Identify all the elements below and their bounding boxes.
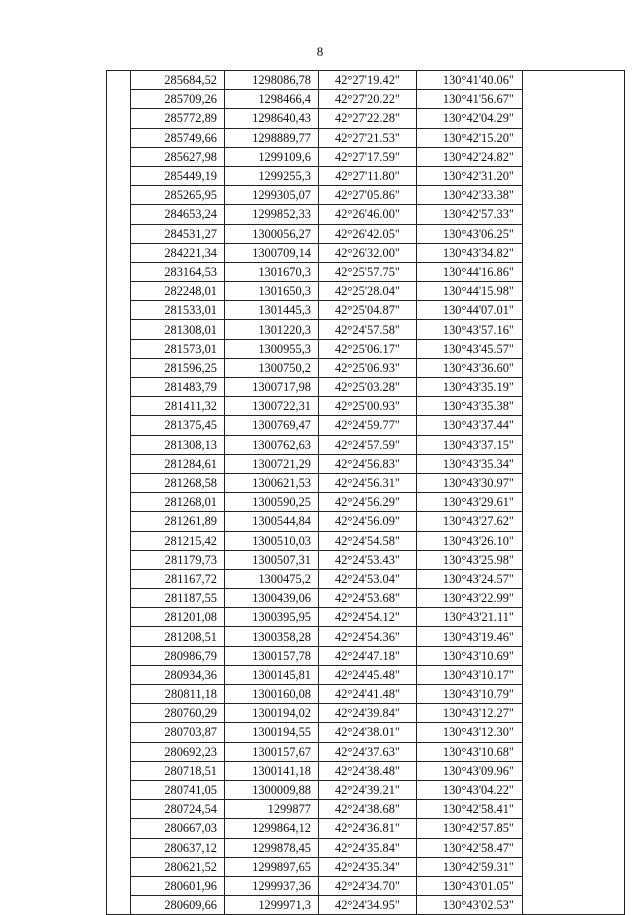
x-coordinate-cell: 280621,52	[131, 857, 225, 876]
y-coordinate-cell: 1301670,3	[225, 262, 319, 281]
longitude-cell: 130°43'06.25"	[417, 224, 523, 243]
y-coordinate-cell: 1298466,4	[225, 90, 319, 109]
x-coordinate-cell: 281533,01	[131, 301, 225, 320]
longitude-cell: 130°43'09.96"	[417, 761, 523, 780]
y-coordinate-cell: 1299937,36	[225, 876, 319, 895]
x-coordinate-cell: 281284,61	[131, 454, 225, 473]
longitude-cell: 130°42'57.33"	[417, 205, 523, 224]
latitude-cell: 42°26'32.00"	[319, 243, 417, 262]
y-coordinate-cell: 1300358,28	[225, 627, 319, 646]
x-coordinate-cell: 280692,23	[131, 742, 225, 761]
longitude-cell: 130°42'59.31"	[417, 857, 523, 876]
y-coordinate-cell: 1300009,88	[225, 780, 319, 799]
longitude-cell: 130°43'10.68"	[417, 742, 523, 761]
latitude-cell: 42°25'00.93"	[319, 397, 417, 416]
latitude-cell: 42°27'17.59"	[319, 147, 417, 166]
y-coordinate-cell: 1298889,77	[225, 128, 319, 147]
latitude-cell: 42°27'21.53"	[319, 128, 417, 147]
y-coordinate-cell: 1300194,02	[225, 704, 319, 723]
latitude-cell: 42°24'38.48"	[319, 761, 417, 780]
page-number: 8	[316, 44, 324, 59]
latitude-cell: 42°27'05.86"	[319, 186, 417, 205]
longitude-cell: 130°43'27.62"	[417, 512, 523, 531]
longitude-cell: 130°43'10.69"	[417, 646, 523, 665]
latitude-cell: 42°24'38.68"	[319, 800, 417, 819]
longitude-cell: 130°41'56.67"	[417, 90, 523, 109]
y-coordinate-cell: 1300160,08	[225, 685, 319, 704]
x-coordinate-cell: 280637,12	[131, 838, 225, 857]
longitude-cell: 130°42'04.29"	[417, 109, 523, 128]
longitude-cell: 130°43'24.57"	[417, 569, 523, 588]
y-coordinate-cell: 1299852,33	[225, 205, 319, 224]
x-coordinate-cell: 285772,89	[131, 109, 225, 128]
latitude-cell: 42°27'20.22"	[319, 90, 417, 109]
latitude-cell: 42°25'04.87"	[319, 301, 417, 320]
longitude-cell: 130°43'10.17"	[417, 665, 523, 684]
longitude-cell: 130°43'29.61"	[417, 493, 523, 512]
latitude-cell: 42°24'35.84"	[319, 838, 417, 857]
latitude-cell: 42°25'06.93"	[319, 358, 417, 377]
y-coordinate-cell: 1299878,45	[225, 838, 319, 857]
longitude-cell: 130°42'33.38"	[417, 186, 523, 205]
merged-blank-cell-left	[107, 71, 131, 915]
y-coordinate-cell: 1300056,27	[225, 224, 319, 243]
latitude-cell: 42°24'37.63"	[319, 742, 417, 761]
x-coordinate-cell: 280811,18	[131, 685, 225, 704]
longitude-cell: 130°42'58.41"	[417, 800, 523, 819]
x-coordinate-cell: 281268,58	[131, 473, 225, 492]
latitude-cell: 42°24'39.84"	[319, 704, 417, 723]
x-coordinate-cell: 281573,01	[131, 339, 225, 358]
y-coordinate-cell: 1298086,78	[225, 71, 319, 90]
latitude-cell: 42°24'38.01"	[319, 723, 417, 742]
y-coordinate-cell: 1299864,12	[225, 819, 319, 838]
latitude-cell: 42°24'34.95"	[319, 896, 417, 915]
y-coordinate-cell: 1300439,06	[225, 589, 319, 608]
longitude-cell: 130°42'58.47"	[417, 838, 523, 857]
longitude-cell: 130°43'35.38"	[417, 397, 523, 416]
longitude-cell: 130°42'24.82"	[417, 147, 523, 166]
y-coordinate-cell: 1299971,3	[225, 896, 319, 915]
longitude-cell: 130°43'26.10"	[417, 531, 523, 550]
merged-blank-cell-right	[523, 71, 625, 915]
latitude-cell: 42°24'54.58"	[319, 531, 417, 550]
x-coordinate-cell: 284653,24	[131, 205, 225, 224]
latitude-cell: 42°27'11.80"	[319, 166, 417, 185]
longitude-cell: 130°44'16.86"	[417, 262, 523, 281]
y-coordinate-cell: 1300762,63	[225, 435, 319, 454]
x-coordinate-cell: 285684,52	[131, 71, 225, 90]
longitude-cell: 130°42'15.20"	[417, 128, 523, 147]
x-coordinate-cell: 280986,79	[131, 646, 225, 665]
y-coordinate-cell: 1300621,53	[225, 473, 319, 492]
longitude-cell: 130°43'36.60"	[417, 358, 523, 377]
x-coordinate-cell: 281261,89	[131, 512, 225, 531]
coordinates-table	[106, 70, 625, 915]
latitude-cell: 42°26'42.05"	[319, 224, 417, 243]
y-coordinate-cell: 1298640,43	[225, 109, 319, 128]
longitude-cell: 130°43'34.82"	[417, 243, 523, 262]
y-coordinate-cell: 1300721,29	[225, 454, 319, 473]
x-coordinate-cell: 284531,27	[131, 224, 225, 243]
x-coordinate-cell: 280741,05	[131, 780, 225, 799]
longitude-cell: 130°43'37.44"	[417, 416, 523, 435]
latitude-cell: 42°26'46.00"	[319, 205, 417, 224]
y-coordinate-cell: 1299255,3	[225, 166, 319, 185]
y-coordinate-cell: 1299877	[225, 800, 319, 819]
longitude-cell: 130°44'07.01"	[417, 301, 523, 320]
latitude-cell: 42°27'19.42"	[319, 71, 417, 90]
x-coordinate-cell: 280760,29	[131, 704, 225, 723]
x-coordinate-cell: 281215,42	[131, 531, 225, 550]
x-coordinate-cell: 280667,03	[131, 819, 225, 838]
x-coordinate-cell: 280724,54	[131, 800, 225, 819]
x-coordinate-cell: 281596,25	[131, 358, 225, 377]
y-coordinate-cell: 1300395,95	[225, 608, 319, 627]
latitude-cell: 42°24'34.70"	[319, 876, 417, 895]
longitude-cell: 130°43'35.34"	[417, 454, 523, 473]
latitude-cell: 42°24'53.43"	[319, 550, 417, 569]
x-coordinate-cell: 280703,87	[131, 723, 225, 742]
x-coordinate-cell: 281411,32	[131, 397, 225, 416]
latitude-cell: 42°24'53.04"	[319, 569, 417, 588]
y-coordinate-cell: 1300141,18	[225, 761, 319, 780]
y-coordinate-cell: 1300717,98	[225, 378, 319, 397]
latitude-cell: 42°24'39.21"	[319, 780, 417, 799]
y-coordinate-cell: 1300194,55	[225, 723, 319, 742]
x-coordinate-cell: 285449,19	[131, 166, 225, 185]
x-coordinate-cell: 281201,08	[131, 608, 225, 627]
longitude-cell: 130°43'25.98"	[417, 550, 523, 569]
longitude-cell: 130°43'57.16"	[417, 320, 523, 339]
longitude-cell: 130°43'37.15"	[417, 435, 523, 454]
latitude-cell: 42°24'57.59"	[319, 435, 417, 454]
y-coordinate-cell: 1300507,31	[225, 550, 319, 569]
y-coordinate-cell: 1300510,03	[225, 531, 319, 550]
x-coordinate-cell: 281308,13	[131, 435, 225, 454]
latitude-cell: 42°24'35.34"	[319, 857, 417, 876]
x-coordinate-cell: 281187,55	[131, 589, 225, 608]
longitude-cell: 130°43'12.27"	[417, 704, 523, 723]
latitude-cell: 42°25'03.28"	[319, 378, 417, 397]
latitude-cell: 42°25'57.75"	[319, 262, 417, 281]
x-coordinate-cell: 282248,01	[131, 282, 225, 301]
longitude-cell: 130°43'02.53"	[417, 896, 523, 915]
y-coordinate-cell: 1301220,3	[225, 320, 319, 339]
y-coordinate-cell: 1301445,3	[225, 301, 319, 320]
latitude-cell: 42°24'56.29"	[319, 493, 417, 512]
longitude-cell: 130°43'04.22"	[417, 780, 523, 799]
y-coordinate-cell: 1300157,78	[225, 646, 319, 665]
latitude-cell: 42°24'53.68"	[319, 589, 417, 608]
y-coordinate-cell: 1300750,2	[225, 358, 319, 377]
longitude-cell: 130°43'45.57"	[417, 339, 523, 358]
longitude-cell: 130°43'19.46"	[417, 627, 523, 646]
y-coordinate-cell: 1299897,65	[225, 857, 319, 876]
latitude-cell: 42°25'06.17"	[319, 339, 417, 358]
y-coordinate-cell: 1301650,3	[225, 282, 319, 301]
x-coordinate-cell: 285627,98	[131, 147, 225, 166]
x-coordinate-cell: 281308,01	[131, 320, 225, 339]
y-coordinate-cell: 1300145,81	[225, 665, 319, 684]
latitude-cell: 42°25'28.04"	[319, 282, 417, 301]
y-coordinate-cell: 1300544,84	[225, 512, 319, 531]
y-coordinate-cell: 1300955,3	[225, 339, 319, 358]
longitude-cell: 130°44'15.98"	[417, 282, 523, 301]
x-coordinate-cell: 280934,36	[131, 665, 225, 684]
longitude-cell: 130°43'22.99"	[417, 589, 523, 608]
table-row	[107, 71, 625, 90]
longitude-cell: 130°43'35.19"	[417, 378, 523, 397]
latitude-cell: 42°24'36.81"	[319, 819, 417, 838]
latitude-cell: 42°24'45.48"	[319, 665, 417, 684]
y-coordinate-cell: 1299305,07	[225, 186, 319, 205]
x-coordinate-cell: 281167,72	[131, 569, 225, 588]
latitude-cell: 42°24'54.12"	[319, 608, 417, 627]
x-coordinate-cell: 281375,45	[131, 416, 225, 435]
latitude-cell: 42°24'41.48"	[319, 685, 417, 704]
y-coordinate-cell: 1300157,67	[225, 742, 319, 761]
latitude-cell: 42°27'22.28"	[319, 109, 417, 128]
latitude-cell: 42°24'54.36"	[319, 627, 417, 646]
longitude-cell: 130°42'57.85"	[417, 819, 523, 838]
x-coordinate-cell: 281483,79	[131, 378, 225, 397]
x-coordinate-cell: 280718,51	[131, 761, 225, 780]
y-coordinate-cell: 1299109,6	[225, 147, 319, 166]
latitude-cell: 42°24'47.18"	[319, 646, 417, 665]
longitude-cell: 130°43'01.05"	[417, 876, 523, 895]
x-coordinate-cell: 281179,73	[131, 550, 225, 569]
longitude-cell: 130°43'21.11"	[417, 608, 523, 627]
x-coordinate-cell: 280609,66	[131, 896, 225, 915]
longitude-cell: 130°43'12.30"	[417, 723, 523, 742]
y-coordinate-cell: 1300475,2	[225, 569, 319, 588]
y-coordinate-cell: 1300590,25	[225, 493, 319, 512]
latitude-cell: 42°24'56.31"	[319, 473, 417, 492]
coordinates-table-body	[107, 71, 625, 915]
longitude-cell: 130°43'30.97"	[417, 473, 523, 492]
longitude-cell: 130°42'31.20"	[417, 166, 523, 185]
x-coordinate-cell: 281208,51	[131, 627, 225, 646]
x-coordinate-cell: 283164,53	[131, 262, 225, 281]
x-coordinate-cell: 285265,95	[131, 186, 225, 205]
x-coordinate-cell: 281268,01	[131, 493, 225, 512]
latitude-cell: 42°24'56.83"	[319, 454, 417, 473]
y-coordinate-cell: 1300709,14	[225, 243, 319, 262]
latitude-cell: 42°24'59.77"	[319, 416, 417, 435]
y-coordinate-cell: 1300722,31	[225, 397, 319, 416]
y-coordinate-cell: 1300769,47	[225, 416, 319, 435]
x-coordinate-cell: 284221,34	[131, 243, 225, 262]
x-coordinate-cell: 285749,66	[131, 128, 225, 147]
latitude-cell: 42°24'57.58"	[319, 320, 417, 339]
latitude-cell: 42°24'56.09"	[319, 512, 417, 531]
longitude-cell: 130°41'40.06"	[417, 71, 523, 90]
longitude-cell: 130°43'10.79"	[417, 685, 523, 704]
x-coordinate-cell: 285709,26	[131, 90, 225, 109]
x-coordinate-cell: 280601,96	[131, 876, 225, 895]
